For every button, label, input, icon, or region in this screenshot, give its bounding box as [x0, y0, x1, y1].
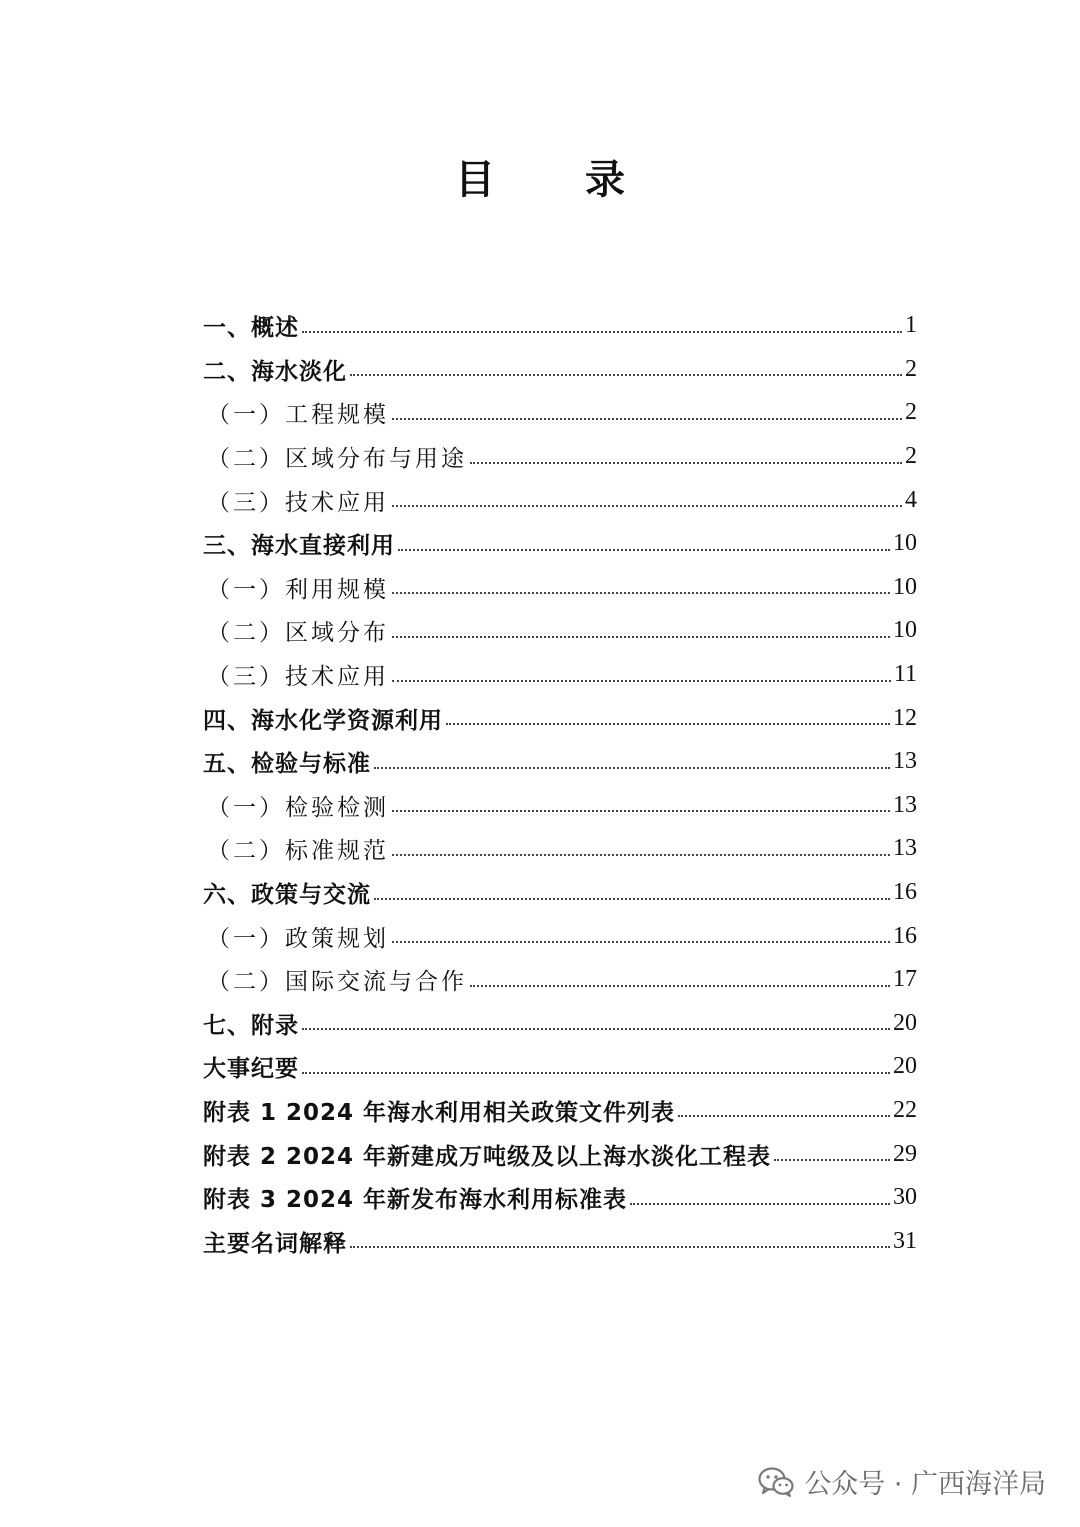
toc-entry: [203, 478, 917, 522]
toc-entry-label: （一）工程规模: [207, 402, 389, 429]
toc-entry-label: （二）区域分布: [207, 620, 389, 647]
dot-leader: [302, 1028, 890, 1030]
toc-entry-label: 五、检验与标准: [203, 751, 371, 778]
dot-leader: [302, 1072, 890, 1074]
toc-entry-page: 29: [893, 1140, 917, 1167]
toc-entry-page: 13: [893, 835, 917, 862]
toc-entry-label: 附表 3 2024 年新发布海水利用标准表: [203, 1187, 628, 1214]
dot-leader: [392, 505, 902, 507]
dot-leader: [374, 767, 890, 769]
toc-entry: [203, 1176, 917, 1220]
toc-entry: [203, 1132, 917, 1176]
toc-entry-page: 11: [893, 661, 917, 688]
dot-leader: [392, 941, 890, 943]
toc-entry: [203, 348, 917, 392]
dot-leader: [392, 680, 891, 682]
dot-leader: [350, 1246, 890, 1248]
toc-entry-page: 10: [893, 530, 917, 557]
toc-entry: [203, 740, 917, 784]
toc-entry-label: 一、概述: [203, 315, 299, 342]
toc-entry: [203, 391, 917, 435]
toc-entry-page: 13: [893, 791, 917, 818]
toc-entry-page: 12: [893, 704, 917, 731]
toc-entry-label: 主要名词解释: [203, 1230, 347, 1257]
toc-entry: [203, 1089, 917, 1133]
dot-leader: [446, 723, 890, 725]
toc-entry: [203, 1002, 917, 1046]
dot-leader: [392, 854, 890, 856]
toc-entry-page: 16: [893, 879, 917, 906]
toc-entry-label: 附表 1 2024 年海水利用相关政策文件列表: [203, 1099, 676, 1126]
toc-entry-page: 20: [893, 1053, 917, 1080]
watermark-text: 公众号 · 广西海洋局: [804, 1469, 1046, 1500]
dot-leader: [392, 418, 902, 420]
toc-entry-label: （二）标准规范: [207, 838, 389, 865]
toc-entry: [203, 653, 917, 697]
dot-leader: [302, 331, 902, 333]
toc-entry-label: 六、政策与交流: [203, 882, 371, 909]
dot-leader: [374, 898, 890, 900]
dot-leader: [678, 1115, 890, 1117]
toc-entry: [203, 304, 917, 348]
toc-entry-page: 1: [905, 312, 917, 339]
dot-leader: [392, 592, 890, 594]
toc-entry-page: 2: [905, 355, 917, 382]
toc-entry-page: 16: [893, 922, 917, 949]
table-of-contents: [203, 304, 917, 1263]
toc-entry-page: 20: [893, 1009, 917, 1036]
toc-entry-page: 22: [893, 1096, 917, 1123]
toc-entry: [203, 696, 917, 740]
toc-entry-page: 13: [893, 748, 917, 775]
toc-entry-label: （二）区域分布与用途: [207, 446, 467, 473]
toc-entry-label: （三）技术应用: [207, 489, 389, 516]
toc-entry-label: （一）政策规划: [207, 925, 389, 952]
toc-entry-label: （一）利用规模: [207, 576, 389, 603]
dot-leader: [630, 1203, 890, 1205]
toc-entry: [203, 871, 917, 915]
toc-entry: [203, 522, 917, 566]
toc-entry-label: 大事纪要: [203, 1056, 299, 1083]
dot-leader: [774, 1159, 890, 1161]
dot-leader: [392, 636, 890, 638]
dot-leader: [392, 810, 890, 812]
toc-entry-label: （三）技术应用: [207, 664, 389, 691]
toc-entry-label: 附表 2 2024 年新建成万吨级及以上海水淡化工程表: [203, 1143, 772, 1170]
toc-entry-label: 四、海水化学资源利用: [203, 707, 443, 734]
toc-entry-page: 10: [893, 573, 917, 600]
toc-entry-label: 三、海水直接利用: [203, 533, 395, 560]
toc-entry-page: 17: [893, 966, 917, 993]
toc-entry: [203, 609, 917, 653]
toc-entry-page: 4: [905, 486, 917, 513]
toc-entry: [203, 914, 917, 958]
dot-leader: [470, 985, 890, 987]
toc-entry: [203, 435, 917, 479]
toc-entry: [203, 958, 917, 1002]
toc-entry-page: 10: [893, 617, 917, 644]
toc-entry-label: 七、附录: [203, 1012, 299, 1039]
toc-entry-page: 2: [905, 399, 917, 426]
toc-entry: [203, 1045, 917, 1089]
toc-entry: [203, 1219, 917, 1263]
dot-leader: [470, 462, 902, 464]
dot-leader: [398, 549, 890, 551]
toc-entry: [203, 784, 917, 828]
toc-entry-page: 30: [893, 1184, 917, 1211]
wechat-icon: [758, 1466, 794, 1498]
toc-entry-label: （一）检验检测: [207, 794, 389, 821]
watermark: [758, 1462, 1046, 1501]
toc-entry-label: （二）国际交流与合作: [207, 969, 467, 996]
toc-entry-label: 二、海水淡化: [203, 358, 347, 385]
toc-entry: [203, 827, 917, 871]
toc-entry-page: 31: [893, 1227, 917, 1254]
toc-entry-page: 2: [905, 443, 917, 470]
dot-leader: [350, 374, 902, 376]
toc-entry: [203, 566, 917, 610]
page-title: 目 录: [455, 157, 663, 203]
